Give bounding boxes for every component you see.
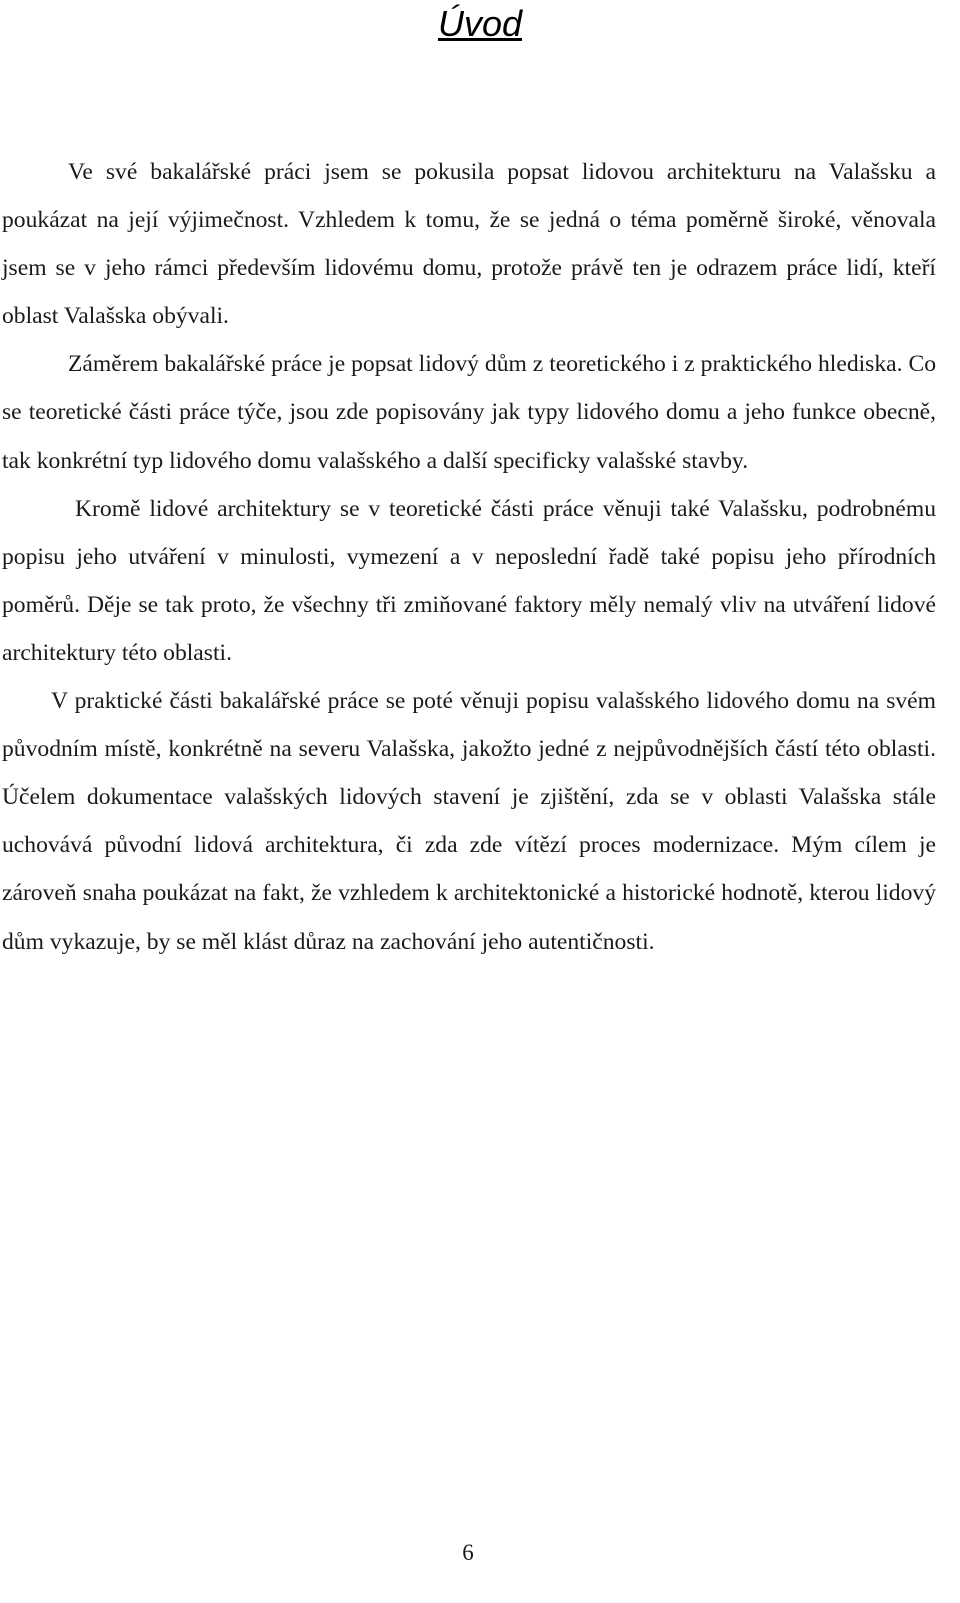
paragraph-4: V praktické části bakalářské práce se poté věnuji popisu valašského lidového domu na svém původním místě, konkrétně na severu Valašska, jakožto jedné z nejpůvodnějších částí této oblasti. Účelem dokumentace valašských lidových stavení je zjištění, zda se v oblasti Valašska stále uchovává původní lidová architektura, či zda zde vítězí proces modernizace. Mým cílem je zároveň snaha poukázat na fakt, že vzhledem k architektonické a historické hodnotě, kterou lidový dům vykazuje, by se měl klást důraz na zachování jeho autentičnosti. bbox=[2, 688, 936, 955]
paragraph-3: Kromě lidové architektury se v teoretické části práce věnuji také Valašsku, podrobnému popisu jeho utváření v minulosti, vymezení a v neposlední řadě také popisu jeho přírodních poměrů. Děje se tak proto, že všechny tři zmiňované faktory měly nemalý vliv na utváření lidové architektury této oblasti. bbox=[2, 495, 936, 666]
paragraph-2: Záměrem bakalářské práce je popsat lidový dům z teoretického i z praktického hlediska. Co se teoretické části práce týče, jsou zde popisovány jak typy lidového domu a jeho funkce obecně, tak konkrétní typ lidového domu valašského a další specificky valašské stavby. bbox=[2, 351, 936, 474]
paragraph-1: Ve své bakalářské práci jsem se pokusila popsat lidovou architekturu na Valašsku a poukázat na její výjimečnost. Vzhledem k tomu, že se jedná o téma poměrně široké, věnovala jsem se v jeho rámci především lidovému domu, protože právě ten je odrazem práce lidí, kteří oblast Valašska obývali. bbox=[2, 159, 936, 330]
page-number: 6 bbox=[462, 1540, 474, 1565]
body-text bbox=[2, 148, 936, 966]
page-title: Úvod bbox=[437, 3, 523, 44]
